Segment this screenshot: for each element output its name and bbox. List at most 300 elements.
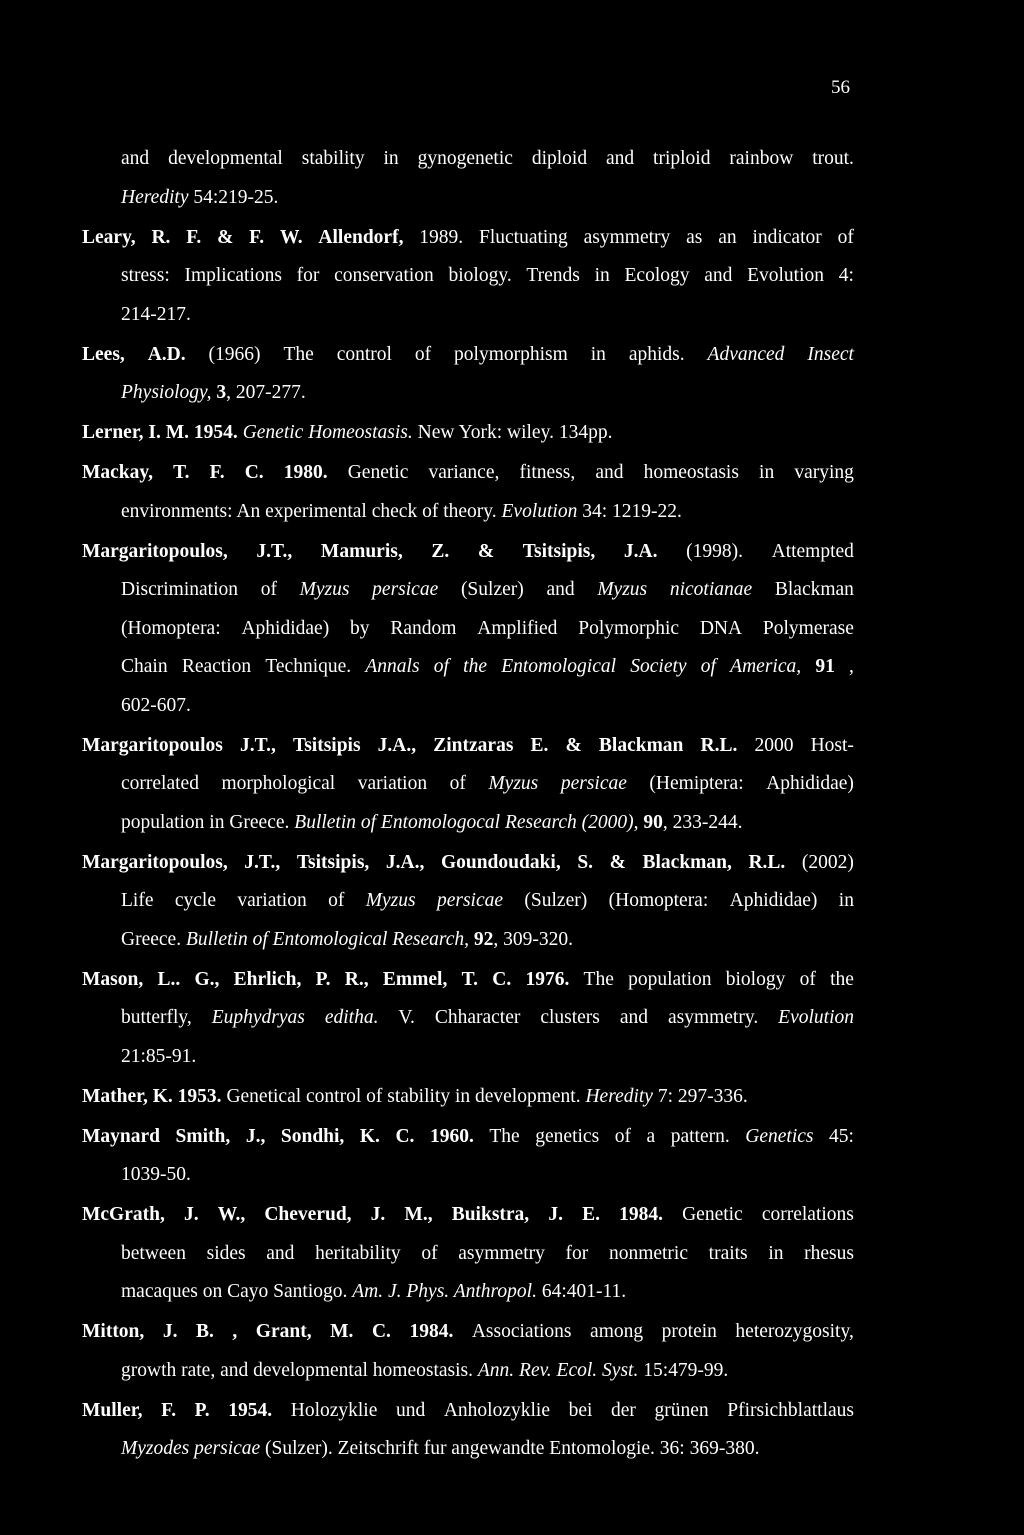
reference-authors: J.T., [239,734,276,756]
reference-text: 7: 297-336. [652,1085,748,1107]
reference-text: 64:401-11. [536,1281,627,1302]
reference-text: asymmetry [583,226,671,248]
reference-italic-text: Am. J. Phys. Anthropol. [352,1281,537,1302]
reference-authors: 1984. [619,1204,663,1225]
reference-text: , [849,656,854,677]
reference-text: (Hemiptera: [649,773,744,794]
reference-entry [82,1313,854,1390]
reference-text: the [830,968,854,990]
reference-text: Chain [121,656,168,677]
reference-italic-text: Genetics [745,1125,814,1147]
reference-entry [82,1078,854,1117]
reference-italic-text: Bulletin of Entomological Research, [185,928,470,950]
reference-text: developmental [168,148,283,169]
reference-authors: G., [194,968,220,990]
reference-italic-text: of [433,656,449,677]
reference-text: diploid [531,148,588,169]
reference-italic-text: Myzodes persicae [121,1438,261,1459]
reference-authors: Buikstra, [451,1204,530,1225]
reference-italic-text: persicae [372,579,439,600]
reference-authors: J. [162,1321,178,1342]
reference-text: of [799,968,816,990]
reference-text: and [704,265,733,286]
reference-authors: & [609,851,626,873]
reference-text: Blackman [774,579,854,600]
reference-authors: Grant, [255,1321,312,1342]
reference-text: 15:479-99. [638,1359,729,1381]
reference-text: in [768,1242,784,1264]
reference-authors: F. [249,226,265,248]
reference-text: growth rate, and developmental homeostasis. [121,1359,478,1381]
reference-list [82,140,854,1470]
reference-text: stability [301,148,365,169]
reference-entry [82,140,854,217]
reference-text: Technique. [265,656,352,677]
reference-authors: Mackay, [82,462,153,483]
reference-entry [82,727,854,843]
reference-line [82,1430,854,1469]
reference-text: population in Greece. [121,811,295,833]
reference-text: Implications [184,265,282,286]
reference-authors: Blackman, [642,851,732,873]
reference-text: environments: An experimental check of theory. [121,500,502,522]
reference-italic-text: of [700,656,716,677]
reference-italic-text: Euphydryas [211,1007,305,1028]
reference-italic-text: Bulletin of Entomologocal Research (2000), [294,811,639,833]
reference-italic-text: persicae [436,890,504,911]
reference-entry [82,414,854,453]
reference-text: polymorphism [454,343,568,365]
reference-line [82,1118,854,1157]
reference-authors: Muller, [82,1399,143,1421]
reference-authors: R., [344,968,369,990]
reference-text: und [395,1399,426,1421]
reference-text: fitness, [519,462,576,483]
reference-line [82,571,854,610]
reference-text: 54:219-25. [188,186,279,208]
reference-text: among [590,1321,644,1342]
reference-text: biology [725,968,786,990]
reference-text: (1998). [686,540,743,562]
reference-text: of [614,1125,631,1147]
reference-line [82,804,854,843]
reference-line [82,454,854,493]
reference-authors: Maynard [82,1125,160,1147]
reference-authors: S. [577,851,594,873]
reference-authors: J. [548,1204,563,1225]
reference-authors: C. [395,1125,415,1147]
reference-text: triploid [653,148,711,169]
reference-text: (Homoptera: [121,617,221,639]
reference-italic-text: Evolution [501,500,578,522]
reference-text: in [383,148,399,169]
reference-authors: J.T., [244,851,281,873]
reference-authors: , [232,1321,238,1342]
reference-authors: L.. [157,968,181,990]
reference-text: stress: [121,265,170,286]
reference-text: DNA [699,617,743,639]
reference-text: Greece. [121,928,186,950]
reference-text: and [546,579,575,600]
reference-line [82,374,854,413]
reference-authors: J.A. [623,540,658,562]
reference-authors: Ehrlich, [233,968,302,990]
reference-text: Evolution [747,265,824,286]
reference-text: nonmetric [608,1242,688,1264]
reference-entry [82,454,854,531]
reference-text: The [283,343,314,365]
reference-line [82,687,854,726]
reference-text: in [759,462,775,483]
reference-authors: 1984. [409,1321,454,1342]
reference-authors: C. [371,1321,391,1342]
reference-authors: Margaritopoulos, [82,851,228,873]
reference-authors: & [565,734,582,756]
reference-text: variation [237,890,307,911]
reference-text: clusters [540,1007,600,1028]
reference-line [82,414,854,453]
reference-line [82,961,854,1000]
reference-text: , 309-320. [493,928,574,950]
reference-text: morphological [221,773,336,794]
reference-text: in [838,890,854,911]
reference-text: 2000 [754,734,794,756]
reference-entry [82,336,854,413]
reference-text: Pfirsichblattlaus [727,1399,854,1421]
reference-text: , 207-277. [226,382,306,403]
reference-authors: F. [186,226,202,248]
reference-authors: R. [151,226,171,248]
reference-line [82,1352,854,1391]
reference-authors: Cheverud, [264,1204,352,1225]
reference-text: Life [121,890,154,911]
reference-text: The [583,968,614,990]
reference-italic-text: Ann. Rev. Ecol. Syst. [477,1359,639,1381]
reference-text: Ecology [624,265,690,286]
reference-text: correlated [121,773,199,794]
reference-authors: J. [183,1204,199,1225]
reference-text: butterfly, [121,1007,192,1028]
reference-text: Discrimination [121,579,238,600]
reference-authors: Mason, [82,968,144,990]
reference-text: bei [568,1399,593,1421]
reference-authors: K. [359,1125,380,1147]
reference-entry [82,961,854,1077]
reference-line [82,179,854,218]
reference-text: 1039-50. [121,1164,191,1185]
reference-text: of [421,1242,438,1264]
reference-line [82,999,854,1038]
reference-text: conservation [334,265,434,286]
reference-text: Genetic [682,1204,743,1225]
reference-line [82,727,854,766]
reference-text: New York: wiley. 134pp. [412,422,613,443]
reference-authors: Margaritopoulos, [82,540,228,562]
reference-text: Associations [471,1321,572,1342]
reference-text: V. [398,1007,415,1028]
reference-text: and [266,1242,295,1264]
reference-text: Polymorphic [578,617,680,639]
reference-authors: P. [194,1399,210,1421]
reference-text: (Sulzer) [460,579,524,600]
reference-italic-text: Myzus [597,579,648,600]
reference-text: in [594,265,610,286]
reference-authors: Zintzaras [433,734,514,756]
reference-authors: Tsitsipis, [296,851,370,873]
reference-entry [82,219,854,335]
reference-text: cycle [174,890,217,911]
reference-authors: C. [244,462,264,483]
reference-authors: Z. [431,540,450,562]
reference-text: rhesus [804,1242,854,1264]
reference-authors: 90 [643,811,663,833]
reference-authors: Leary, [82,226,136,248]
reference-text: macaques on Cayo Santiogo. [121,1281,353,1302]
reference-authors: R.L. [700,734,738,756]
reference-authors: Mather, K. 1953. [82,1085,222,1107]
reference-authors: Emmel, [382,968,448,990]
reference-text: varying [794,462,854,483]
reference-text: (Sulzer) [524,890,588,911]
reference-text: of [414,343,432,365]
reference-authors: Allendorf, [318,226,404,248]
reference-italic-text: Heredity [585,1085,653,1107]
reference-text: for [296,265,320,286]
reference-italic-text: persicae [560,773,627,794]
reference-authors: J. [370,1204,386,1225]
reference-text: (Sulzer). Zeitschrift fur angewandte Entomologie. 36: 369-380. [260,1438,760,1459]
reference-entry [82,1196,854,1312]
reference-text: of [449,773,466,794]
reference-italic-text: Entomological [501,656,617,677]
reference-line [82,1235,854,1274]
reference-text: pattern. [670,1125,730,1147]
reference-text: The [489,1125,520,1147]
reference-text: asymmetry [458,1242,545,1264]
reference-authors: F. [209,462,225,483]
reference-authors: Lees, [82,343,125,365]
page-number: 56 [831,77,850,98]
reference-italic-text: nicotianae [669,579,753,600]
reference-authors: E. [582,1204,600,1225]
reference-authors: C. [492,968,512,990]
reference-text: heritability [315,1242,401,1264]
reference-text: heterozygosity, [735,1321,854,1342]
reference-authors: Smith, [175,1125,231,1147]
reference-italic-text: editha. [324,1007,379,1028]
reference-italic-text: Myzus [488,773,539,794]
reference-line [82,219,854,258]
reference-text: for [565,1242,589,1264]
reference-text: genetics [535,1125,600,1147]
reference-text: Reaction [181,656,252,677]
reference-authors: Tsitsipis, [522,540,596,562]
reference-text: Random [390,617,457,639]
reference-line [82,1313,854,1352]
reference-line [82,140,854,179]
reference-text: indicator [752,226,822,248]
reference-line [82,533,854,572]
reference-authors: 1980. [283,462,328,483]
reference-text: der [611,1399,636,1421]
reference-text: as [686,226,703,248]
reference-text: (2002) [801,851,854,873]
reference-text: a [646,1125,656,1147]
reference-italic-text: Physiology, [121,382,212,403]
reference-line [82,1196,854,1235]
reference-text: variation [357,773,428,794]
reference-line [82,1156,854,1195]
reference-text: 214-217. [121,303,191,325]
reference-text: of [837,226,854,248]
reference-text: gynogenetic [417,148,513,169]
reference-text: variance, [428,462,500,483]
reference-text: 45: [829,1125,854,1147]
reference-authors: F. [161,1399,177,1421]
reference-authors: 1954. [228,1399,273,1421]
reference-text: of [260,579,277,600]
reference-text: Anholozyklie [443,1399,550,1421]
reference-text: Genetical control of stability in development. [221,1085,586,1107]
reference-authors: W. [279,226,303,248]
reference-authors: T. [173,462,190,483]
reference-authors: J.T., [256,540,293,562]
reference-authors: 1960. [429,1125,474,1147]
reference-text: correlations [761,1204,854,1225]
reference-authors: Lerner, I. M. 1954. [82,422,238,443]
reference-italic-text: Insect [807,343,854,365]
reference-line [82,1038,854,1077]
reference-line [82,1273,854,1312]
reference-text: Attempted [771,540,854,562]
reference-authors: M. [330,1321,354,1342]
reference-text: trout. [812,148,854,169]
reference-authors: J.A., [377,734,417,756]
reference-authors: McGrath, [82,1204,165,1225]
reference-text: and [605,148,635,169]
reference-line [82,296,854,335]
reference-text: and [121,148,150,169]
reference-text: Chharacter [434,1007,521,1028]
reference-text: , 233-244. [662,811,743,833]
reference-authors: & [217,226,234,248]
reference-text: an [718,226,737,248]
reference-text: between [121,1242,186,1264]
reference-text: aphids. [628,343,685,365]
reference-text: grünen [654,1399,709,1421]
reference-text: asymmetry. [667,1007,759,1028]
reference-text: Host- [810,734,854,756]
reference-line [82,257,854,296]
reference-entry [82,1392,854,1469]
reference-line [82,765,854,804]
reference-line [82,1078,854,1117]
reference-text: protein [661,1321,717,1342]
reference-text: and [595,462,624,483]
reference-text: 21:85-91. [121,1045,197,1067]
reference-line [82,882,854,921]
reference-authors: E. [530,734,549,756]
reference-authors: Blackman [598,734,684,756]
reference-text: Trends [526,265,580,286]
reference-text: Aphididae) [766,773,854,794]
reference-authors: Mamuris, [320,540,403,562]
reference-line [82,336,854,375]
reference-authors: Tsitsipis [292,734,361,756]
reference-text: by [350,617,370,639]
reference-text: of [328,890,345,911]
reference-authors: M., [404,1204,433,1225]
reference-authors: T. [461,968,478,990]
reference-italic-text: Genetic Homeostasis. [242,422,413,443]
reference-italic-text: the [463,656,487,677]
reference-text: Aphididae) [241,617,330,639]
reference-italic-text: Myzus [365,890,416,911]
reference-line [82,610,854,649]
reference-authors: A.D. [147,343,186,365]
reference-line [82,648,854,687]
reference-text: Holozyklie [290,1399,378,1421]
reference-text: 1989. [419,226,464,248]
reference-authors: W., [217,1204,246,1225]
reference-italic-text: Annals [365,656,420,677]
reference-entry [82,844,854,960]
reference-authors: Goundoudaki, [440,851,561,873]
reference-text: 4: [838,265,854,286]
reference-italic-text: Society [630,656,687,677]
reference-line [82,921,854,960]
reference-authors: 92 [473,928,494,950]
reference-authors: P. [315,968,331,990]
reference-authors: Sondhi, [280,1125,345,1147]
reference-italic-text: Myzus [299,579,350,600]
reference-text: biology. [448,265,512,286]
reference-text: Polymerase [762,617,854,639]
reference-text: population [628,968,712,990]
reference-authors: J., [245,1125,266,1147]
reference-text: Fluctuating [478,226,568,248]
reference-authors: B. [195,1321,214,1342]
reference-text: (Homoptera: [608,890,709,911]
reference-authors: Margaritopoulos [82,734,223,756]
reference-entry [82,1118,854,1195]
reference-text: homeostasis [643,462,739,483]
reference-authors: J.A., [385,851,425,873]
reference-entry [82,533,854,726]
reference-text: traits [708,1242,748,1264]
reference-text: in [590,343,606,365]
reference-text: control [336,343,392,365]
reference-text: 34: 1219-22. [577,500,682,522]
reference-italic-text: Advanced [707,343,785,365]
reference-authors: Mitton, [82,1321,145,1342]
reference-line [82,493,854,532]
reference-text: (1966) [208,343,261,365]
reference-text: rainbow [729,148,794,169]
reference-line [82,844,854,883]
reference-italic-text: America, [730,656,802,677]
reference-authors: 3 [216,382,227,403]
reference-text: Aphididae) [729,890,818,911]
reference-line [82,1392,854,1431]
reference-italic-text: Heredity [121,186,189,208]
reference-text: sides [206,1242,246,1264]
reference-italic-text: Evolution [778,1007,854,1028]
reference-authors: R.L. [748,851,786,873]
reference-text: 602-607. [121,694,191,716]
reference-authors: 91 [815,656,835,677]
reference-text: and [619,1007,648,1028]
